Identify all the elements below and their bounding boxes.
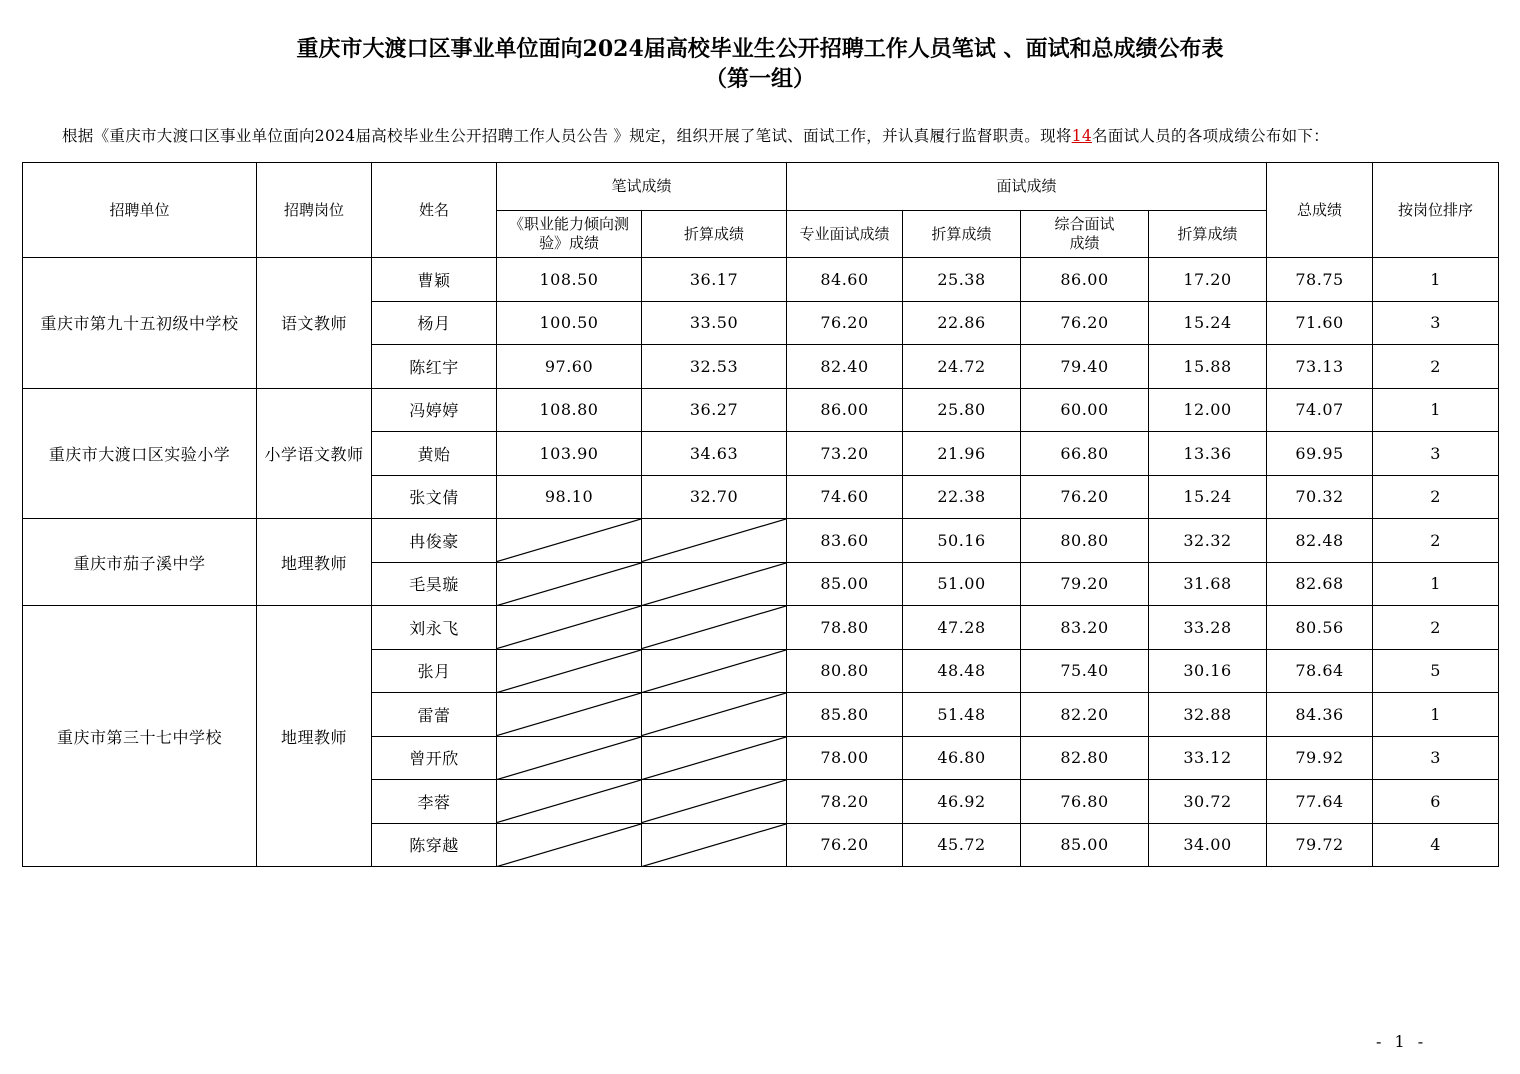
header-position: 招聘岗位 [257, 163, 372, 258]
name-cell: 曾开欣 [372, 736, 497, 780]
diagonal-slash [497, 650, 641, 693]
written-score-cell: 108.50 [497, 258, 642, 302]
comprehensive-interview-cell: 80.80 [1021, 519, 1149, 563]
rank-cell: 2 [1373, 519, 1499, 563]
diagonal-slash [642, 650, 786, 693]
name-cell: 李蓉 [372, 780, 497, 824]
name-cell: 毛昊璇 [372, 562, 497, 606]
written-score-empty-cell [497, 736, 642, 780]
rank-cell: 3 [1373, 736, 1499, 780]
diagonal-slash [642, 737, 786, 780]
comprehensive-interview-cell: 83.20 [1021, 606, 1149, 650]
written-score-cell: 97.60 [497, 345, 642, 389]
comprehensive-converted-cell: 32.32 [1149, 519, 1267, 563]
comprehensive-converted-cell: 15.24 [1149, 301, 1267, 345]
diagonal-slash [497, 737, 641, 780]
comprehensive-converted-cell: 34.00 [1149, 823, 1267, 867]
written-converted-empty-cell [642, 823, 787, 867]
table-row [23, 388, 1499, 432]
written-score-empty-cell [497, 649, 642, 693]
table-body [23, 258, 1499, 867]
name-cell: 杨月 [372, 301, 497, 345]
diagonal-slash [497, 693, 641, 736]
written-score-empty-cell [497, 823, 642, 867]
rank-cell: 2 [1373, 475, 1499, 519]
document-title: 重庆市大渡口区事业单位面向2024届高校毕业生公开招聘工作人员笔试 、面试和总成绩公布表 [296, 36, 1224, 62]
rank-cell: 1 [1373, 258, 1499, 302]
table-row [23, 258, 1499, 302]
total-score-cell: 79.72 [1267, 823, 1373, 867]
professional-converted-cell: 25.80 [903, 388, 1021, 432]
position-cell: 小学语文教师 [257, 388, 372, 519]
comprehensive-interview-cell: 76.80 [1021, 780, 1149, 824]
total-score-cell: 82.48 [1267, 519, 1373, 563]
intro-count: 14 [1071, 127, 1093, 145]
diagonal-slash [497, 824, 641, 867]
name-cell: 陈穿越 [372, 823, 497, 867]
written-converted-empty-cell [642, 649, 787, 693]
total-score-cell: 79.92 [1267, 736, 1373, 780]
professional-interview-cell: 78.00 [787, 736, 903, 780]
rank-cell: 1 [1373, 693, 1499, 737]
professional-interview-cell: 74.60 [787, 475, 903, 519]
professional-converted-cell: 51.48 [903, 693, 1021, 737]
name-cell: 张月 [372, 649, 497, 693]
total-score-cell: 82.68 [1267, 562, 1373, 606]
professional-converted-cell: 22.38 [903, 475, 1021, 519]
header-professional-interview: 专业面试成绩 [787, 211, 903, 258]
written-converted-cell: 32.53 [642, 345, 787, 389]
name-cell: 曹颖 [372, 258, 497, 302]
header-written-converted: 折算成绩 [642, 211, 787, 258]
professional-converted-cell: 48.48 [903, 649, 1021, 693]
comprehensive-interview-cell: 86.00 [1021, 258, 1149, 302]
professional-interview-cell: 84.60 [787, 258, 903, 302]
total-score-cell: 71.60 [1267, 301, 1373, 345]
diagonal-slash [642, 780, 786, 823]
header-interview-group: 面试成绩 [787, 163, 1267, 211]
rank-cell: 2 [1373, 345, 1499, 389]
written-converted-empty-cell [642, 736, 787, 780]
header-unit: 招聘单位 [23, 163, 257, 258]
diagonal-slash [497, 563, 641, 606]
comprehensive-converted-cell: 15.24 [1149, 475, 1267, 519]
comprehensive-interview-cell: 79.40 [1021, 345, 1149, 389]
header-written-group: 笔试成绩 [497, 163, 787, 211]
written-converted-cell: 33.50 [642, 301, 787, 345]
total-score-cell: 77.64 [1267, 780, 1373, 824]
header-professional-converted: 折算成绩 [903, 211, 1021, 258]
comprehensive-interview-cell: 75.40 [1021, 649, 1149, 693]
comprehensive-interview-cell: 76.20 [1021, 301, 1149, 345]
comprehensive-interview-cell: 79.20 [1021, 562, 1149, 606]
written-converted-cell: 32.70 [642, 475, 787, 519]
professional-interview-cell: 85.80 [787, 693, 903, 737]
name-cell: 刘永飞 [372, 606, 497, 650]
rank-cell: 1 [1373, 388, 1499, 432]
total-score-cell: 74.07 [1267, 388, 1373, 432]
written-score-cell: 98.10 [497, 475, 642, 519]
professional-interview-cell: 76.20 [787, 301, 903, 345]
written-converted-empty-cell [642, 606, 787, 650]
professional-interview-cell: 76.20 [787, 823, 903, 867]
comprehensive-interview-cell: 60.00 [1021, 388, 1149, 432]
comprehensive-converted-cell: 17.20 [1149, 258, 1267, 302]
comprehensive-converted-cell: 15.88 [1149, 345, 1267, 389]
header-total: 总成绩 [1267, 163, 1373, 258]
comprehensive-converted-cell: 30.16 [1149, 649, 1267, 693]
scores-table [22, 162, 1499, 867]
diagonal-slash [642, 824, 786, 867]
total-score-cell: 69.95 [1267, 432, 1373, 476]
rank-cell: 2 [1373, 606, 1499, 650]
header-comprehensive-interview: 综合面试成绩 [1021, 211, 1149, 258]
comprehensive-interview-cell: 85.00 [1021, 823, 1149, 867]
total-score-cell: 78.64 [1267, 649, 1373, 693]
intro-text-before: 根据《重庆市大渡口区事业单位面向2024届高校毕业生公开招聘工作人员公告 》规定，组织开展了笔试、面试工作，并认真履行监督职责。现将 [62, 127, 1072, 145]
header-comprehensive-converted: 折算成绩 [1149, 211, 1267, 258]
diagonal-slash [497, 606, 641, 649]
unit-cell: 重庆市茄子溪中学 [23, 519, 257, 606]
rank-cell: 5 [1373, 649, 1499, 693]
table-header [23, 163, 1499, 258]
professional-converted-cell: 21.96 [903, 432, 1021, 476]
name-cell: 黄贻 [372, 432, 497, 476]
written-score-cell: 100.50 [497, 301, 642, 345]
page-number: - 1 - [1376, 1032, 1428, 1051]
professional-interview-cell: 80.80 [787, 649, 903, 693]
position-cell: 语文教师 [257, 258, 372, 389]
written-score-empty-cell [497, 606, 642, 650]
written-converted-empty-cell [642, 562, 787, 606]
professional-converted-cell: 46.92 [903, 780, 1021, 824]
written-converted-empty-cell [642, 519, 787, 563]
unit-cell: 重庆市第九十五初级中学校 [23, 258, 257, 389]
total-score-cell: 84.36 [1267, 693, 1373, 737]
comprehensive-converted-cell: 33.28 [1149, 606, 1267, 650]
written-score-empty-cell [497, 562, 642, 606]
professional-interview-cell: 73.20 [787, 432, 903, 476]
professional-converted-cell: 45.72 [903, 823, 1021, 867]
diagonal-slash [497, 780, 641, 823]
name-cell: 陈红宇 [372, 345, 497, 389]
name-cell: 张文倩 [372, 475, 497, 519]
comprehensive-converted-cell: 30.72 [1149, 780, 1267, 824]
name-cell: 雷蕾 [372, 693, 497, 737]
professional-interview-cell: 78.20 [787, 780, 903, 824]
comprehensive-interview-cell: 82.20 [1021, 693, 1149, 737]
professional-converted-cell: 51.00 [903, 562, 1021, 606]
rank-cell: 6 [1373, 780, 1499, 824]
comprehensive-interview-cell: 66.80 [1021, 432, 1149, 476]
written-score-empty-cell [497, 693, 642, 737]
document-subtitle: （第一组） [704, 66, 815, 92]
rank-cell: 1 [1373, 562, 1499, 606]
written-score-cell: 103.90 [497, 432, 642, 476]
written-converted-empty-cell [642, 693, 787, 737]
professional-converted-cell: 47.28 [903, 606, 1021, 650]
professional-interview-cell: 85.00 [787, 562, 903, 606]
professional-interview-cell: 83.60 [787, 519, 903, 563]
comprehensive-converted-cell: 31.68 [1149, 562, 1267, 606]
header-name: 姓名 [372, 163, 497, 258]
position-cell: 地理教师 [257, 519, 372, 606]
intro-text-after: 名面试人员的各项成绩公布如下： [1092, 127, 1330, 145]
diagonal-slash [642, 606, 786, 649]
total-score-cell: 78.75 [1267, 258, 1373, 302]
diagonal-slash [642, 563, 786, 606]
comprehensive-interview-cell: 76.20 [1021, 475, 1149, 519]
professional-interview-cell: 86.00 [787, 388, 903, 432]
total-score-cell: 70.32 [1267, 475, 1373, 519]
comprehensive-converted-cell: 13.36 [1149, 432, 1267, 476]
comprehensive-converted-cell: 33.12 [1149, 736, 1267, 780]
total-score-cell: 80.56 [1267, 606, 1373, 650]
diagonal-slash [642, 693, 786, 736]
unit-cell: 重庆市第三十七中学校 [23, 606, 257, 867]
unit-cell: 重庆市大渡口区实验小学 [23, 388, 257, 519]
comprehensive-converted-cell: 32.88 [1149, 693, 1267, 737]
professional-converted-cell: 22.86 [903, 301, 1021, 345]
written-score-empty-cell [497, 519, 642, 563]
diagonal-slash [642, 519, 786, 562]
name-cell: 冉俊豪 [372, 519, 497, 563]
written-converted-cell: 36.27 [642, 388, 787, 432]
comprehensive-converted-cell: 12.00 [1149, 388, 1267, 432]
rank-cell: 4 [1373, 823, 1499, 867]
written-converted-cell: 34.63 [642, 432, 787, 476]
rank-cell: 3 [1373, 432, 1499, 476]
written-score-cell: 108.80 [497, 388, 642, 432]
written-converted-cell: 36.17 [642, 258, 787, 302]
comprehensive-interview-cell: 82.80 [1021, 736, 1149, 780]
rank-cell: 3 [1373, 301, 1499, 345]
professional-converted-cell: 25.38 [903, 258, 1021, 302]
position-cell: 地理教师 [257, 606, 372, 867]
header-written-score: 《职业能力倾向测验》成绩 [497, 211, 642, 258]
table-row [23, 519, 1499, 563]
professional-interview-cell: 82.40 [787, 345, 903, 389]
intro-paragraph [62, 124, 1502, 148]
written-score-empty-cell [497, 780, 642, 824]
table-row [23, 606, 1499, 650]
total-score-cell: 73.13 [1267, 345, 1373, 389]
name-cell: 冯婷婷 [372, 388, 497, 432]
header-rank: 按岗位排序 [1373, 163, 1499, 258]
written-converted-empty-cell [642, 780, 787, 824]
professional-converted-cell: 46.80 [903, 736, 1021, 780]
diagonal-slash [497, 519, 641, 562]
professional-converted-cell: 50.16 [903, 519, 1021, 563]
professional-converted-cell: 24.72 [903, 345, 1021, 389]
professional-interview-cell: 78.80 [787, 606, 903, 650]
